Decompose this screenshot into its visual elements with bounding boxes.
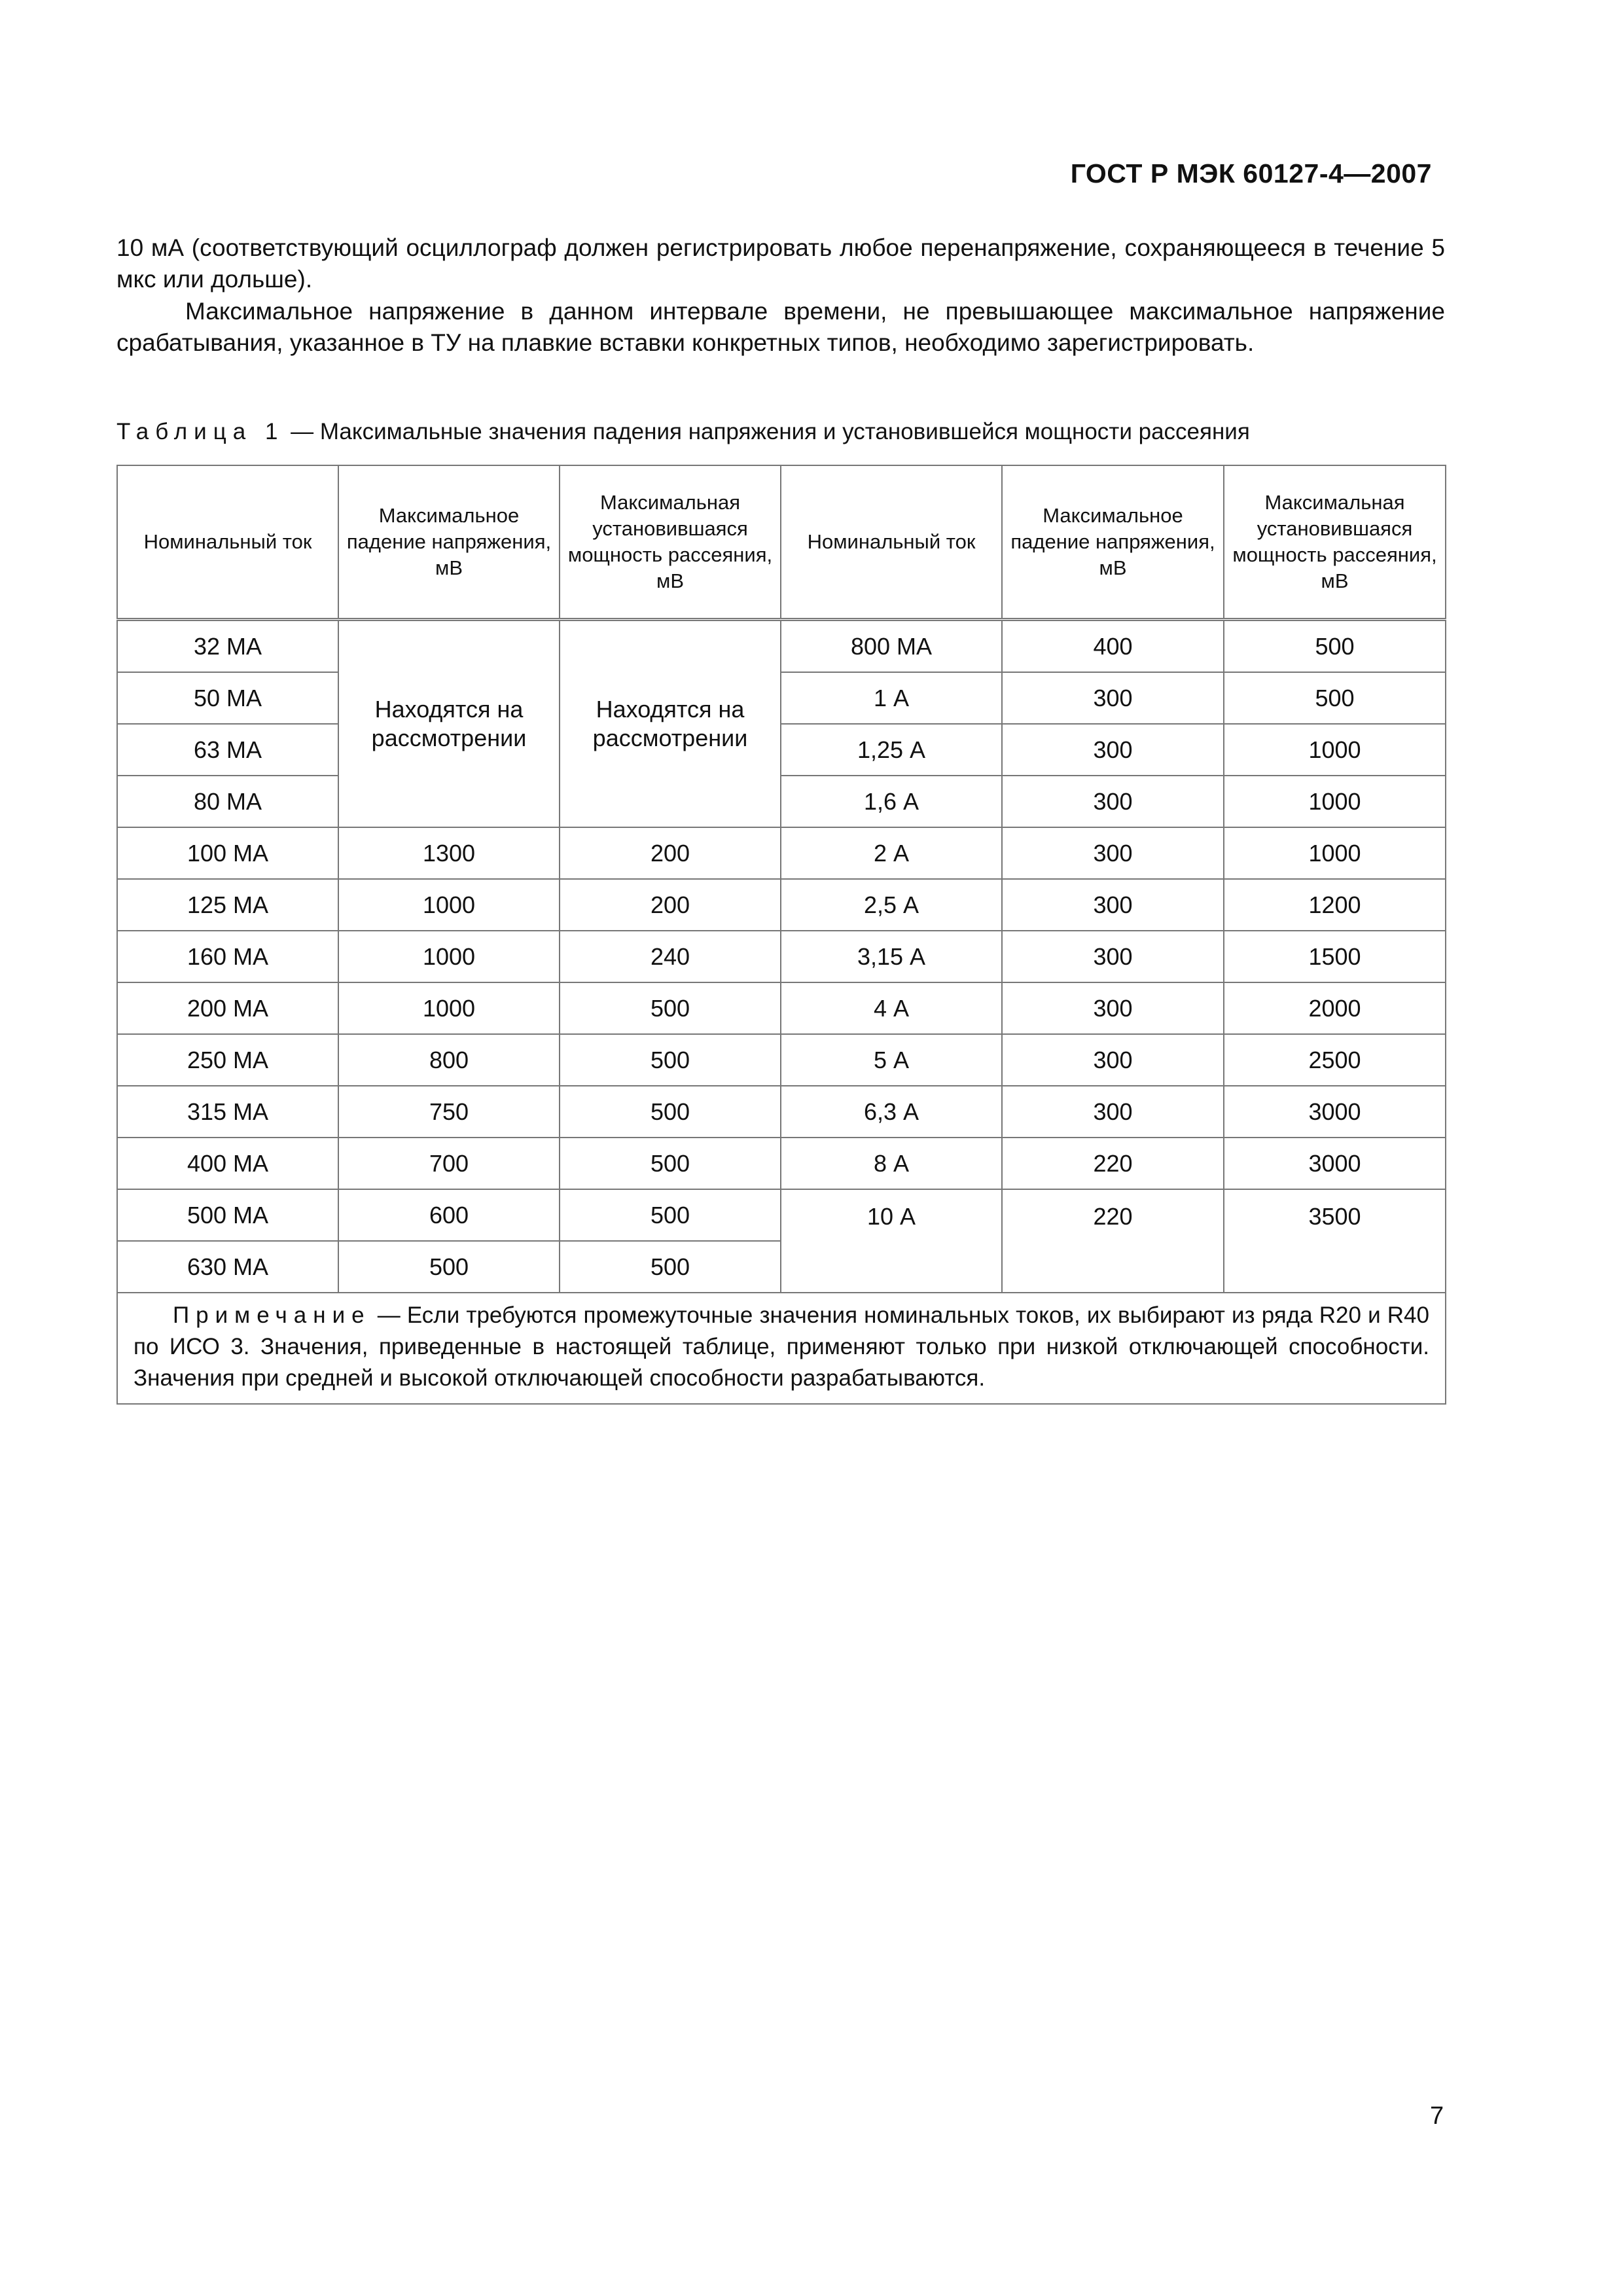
cell-voltage-drop: 300: [1002, 672, 1224, 724]
cell-power-dissipation: 1200: [1224, 879, 1446, 931]
cell-voltage-drop: 1300: [338, 827, 560, 879]
table-caption-label: Таблица 1: [116, 419, 285, 444]
cell-voltage-drop: 300: [1002, 931, 1224, 982]
cell-voltage-drop: 220: [1002, 1189, 1224, 1293]
cell-rated-current: 1,25 А: [781, 724, 1002, 776]
cell-rated-current: 8 А: [781, 1138, 1002, 1189]
cell-power-dissipation: 500: [560, 1138, 781, 1189]
cell-voltage-drop: 500: [338, 1241, 560, 1293]
voltage-drop-table: [116, 465, 1446, 1405]
cell-rated-current: 315 МА: [117, 1086, 338, 1138]
cell-voltage-drop: 300: [1002, 879, 1224, 931]
cell-power-dissipation: 3000: [1224, 1086, 1446, 1138]
cell-power-dissipation: 500: [560, 1086, 781, 1138]
document-header: ГОСТ Р МЭК 60127-4—2007: [1070, 158, 1432, 188]
cell-voltage-drop: 700: [338, 1138, 560, 1189]
cell-rated-current: 250 МА: [117, 1034, 338, 1086]
cell-power-dissipation: 500: [1224, 620, 1446, 673]
cell-power-dissipation: 1000: [1224, 776, 1446, 827]
cell-voltage-drop: 220: [1002, 1138, 1224, 1189]
cell-power-dissipation: 1000: [1224, 827, 1446, 879]
cell-rated-current: 630 МА: [117, 1241, 338, 1293]
cell-rated-current: 6,3 А: [781, 1086, 1002, 1138]
cell-rated-current: 400 МА: [117, 1138, 338, 1189]
header-rated-current-right: Номинальный ток: [781, 465, 1002, 620]
table-note-row: [117, 1293, 1446, 1404]
table-caption-text: — Максимальные значения падения напряжения и установившейся мощности рассеяния: [284, 419, 1250, 444]
cell-under-consideration-drop: Находятся на рассмотрении: [338, 620, 560, 828]
cell-voltage-drop: 300: [1002, 724, 1224, 776]
table-caption: [116, 419, 1250, 445]
header-voltage-drop-right: Максимальное падение напряжения, мВ: [1002, 465, 1224, 620]
cell-power-dissipation: 200: [560, 827, 781, 879]
cell-rated-current: 63 МА: [117, 724, 338, 776]
table-row: [117, 1086, 1446, 1138]
cell-rated-current: 200 МА: [117, 982, 338, 1034]
cell-rated-current: 100 МА: [117, 827, 338, 879]
cell-rated-current: 2,5 А: [781, 879, 1002, 931]
table-row: [117, 620, 1446, 673]
cell-voltage-drop: 300: [1002, 1034, 1224, 1086]
cell-rated-current: 500 МА: [117, 1189, 338, 1241]
cell-rated-current: 800 МА: [781, 620, 1002, 673]
cell-rated-current: 80 МА: [117, 776, 338, 827]
cell-power-dissipation: 3500: [1224, 1189, 1446, 1293]
cell-voltage-drop: 400: [1002, 620, 1224, 673]
table-row: [117, 1189, 1446, 1241]
header-power-dissipation-right: Максимальная установившаяся мощность рассеяния, мВ: [1224, 465, 1446, 620]
cell-rated-current: 50 МА: [117, 672, 338, 724]
cell-rated-current: 2 А: [781, 827, 1002, 879]
note-label: Примечание: [173, 1302, 371, 1328]
cell-power-dissipation: 200: [560, 879, 781, 931]
header-voltage-drop-left: Максимальное падение напряжения, мВ: [338, 465, 560, 620]
cell-rated-current: 1 А: [781, 672, 1002, 724]
cell-voltage-drop: 750: [338, 1086, 560, 1138]
cell-rated-current: 5 А: [781, 1034, 1002, 1086]
cell-rated-current: 32 МА: [117, 620, 338, 673]
cell-power-dissipation: 500: [560, 1189, 781, 1241]
cell-power-dissipation: 1000: [1224, 724, 1446, 776]
cell-voltage-drop: 600: [338, 1189, 560, 1241]
table-header-row: [117, 465, 1446, 620]
table-row: [117, 1138, 1446, 1189]
cell-power-dissipation: 2500: [1224, 1034, 1446, 1086]
cell-power-dissipation: 500: [560, 1241, 781, 1293]
cell-power-dissipation: 1500: [1224, 931, 1446, 982]
cell-rated-current: 125 МА: [117, 879, 338, 931]
cell-power-dissipation: 500: [560, 982, 781, 1034]
table-row: [117, 672, 1446, 724]
cell-voltage-drop: 1000: [338, 879, 560, 931]
cell-rated-current: 3,15 А: [781, 931, 1002, 982]
cell-voltage-drop: 300: [1002, 1086, 1224, 1138]
table-row: [117, 982, 1446, 1034]
page-number: 7: [1430, 2102, 1444, 2130]
paragraph-max-voltage: Максимальное напряжение в данном интервале времени, не превышающее максимальное напряжение срабатывания, указанное в ТУ на плавкие вставки конкретных типов, необходимо зарегистрировать.: [116, 298, 1445, 356]
cell-power-dissipation: 240: [560, 931, 781, 982]
table-row: [117, 827, 1446, 879]
table-row: [117, 879, 1446, 931]
cell-power-dissipation: 3000: [1224, 1138, 1446, 1189]
cell-rated-current: 1,6 А: [781, 776, 1002, 827]
cell-voltage-drop: 800: [338, 1034, 560, 1086]
cell-voltage-drop: 1000: [338, 982, 560, 1034]
cell-voltage-drop: 300: [1002, 982, 1224, 1034]
table-row: [117, 1034, 1446, 1086]
cell-under-consideration-power: Находятся на рассмотрении: [560, 620, 781, 828]
cell-power-dissipation: 500: [1224, 672, 1446, 724]
cell-rated-current: 10 А: [781, 1189, 1002, 1293]
table-row: [117, 776, 1446, 827]
table-row: [117, 724, 1446, 776]
table-note: [117, 1293, 1446, 1404]
cell-rated-current: 4 А: [781, 982, 1002, 1034]
note-text: — Если требуются промежуточные значения номинальных токов, их выбирают из ряда R20 и R40 по ИСО 3. Значения, приведенные в настоящей таблице, применяют только при низкой отключающей способности. Значения при средней и высокой отключающей способности разрабатываются.: [134, 1302, 1429, 1391]
paragraph-continuation: 10 мА (соответствующий осциллограф должен регистрировать любое перенапряжение, сохраняющееся в течение 5 мкс или дольше).: [116, 234, 1445, 293]
cell-voltage-drop: 1000: [338, 931, 560, 982]
cell-voltage-drop: 300: [1002, 827, 1224, 879]
cell-voltage-drop: 300: [1002, 776, 1224, 827]
header-rated-current-left: Номинальный ток: [117, 465, 338, 620]
cell-rated-current: 160 МА: [117, 931, 338, 982]
cell-power-dissipation: 500: [560, 1034, 781, 1086]
table-row: [117, 931, 1446, 982]
cell-power-dissipation: 2000: [1224, 982, 1446, 1034]
header-power-dissipation-left: Максимальная установившаяся мощность рассеяния, мВ: [560, 465, 781, 620]
